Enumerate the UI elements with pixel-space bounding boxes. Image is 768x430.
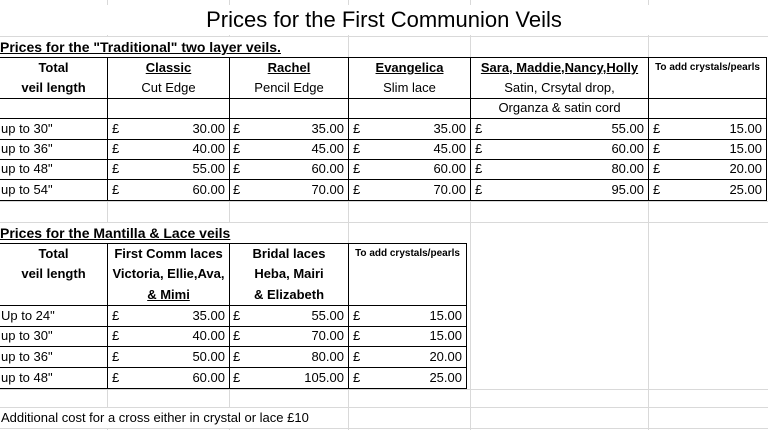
grid-line [0, 428, 768, 429]
price-cell: 60.00 [433, 161, 466, 176]
currency-symbol: £ [112, 121, 120, 136]
currency-symbol: £ [653, 161, 661, 176]
price-cell: 30.00 [192, 121, 225, 136]
currency-symbol: £ [353, 308, 361, 323]
price-cell: 80.00 [611, 161, 644, 176]
currency-symbol: £ [475, 121, 483, 136]
column-header: Heba, Mairi [254, 266, 324, 281]
price-cell: 20.00 [429, 349, 462, 364]
price-cell: 45.00 [433, 141, 466, 156]
column-header: Bridal laces [252, 246, 326, 261]
currency-symbol: £ [353, 161, 361, 176]
currency-symbol: £ [112, 182, 120, 197]
column-header: To add crystals/pearls [655, 62, 760, 73]
currency-symbol: £ [112, 328, 120, 343]
currency-symbol: £ [475, 161, 483, 176]
row-length: up to 54" [1, 182, 53, 197]
column-header: Evangelica [375, 60, 444, 75]
currency-symbol: £ [112, 141, 120, 156]
currency-symbol: £ [233, 182, 241, 197]
grid-line [0, 389, 768, 390]
row-length: up to 30" [1, 328, 53, 343]
price-cell: 35.00 [192, 308, 225, 323]
price-cell: 15.00 [429, 328, 462, 343]
length-header: veil length [21, 80, 86, 95]
column-header: First Comm laces [114, 246, 223, 261]
row-length: up to 36" [1, 141, 53, 156]
price-cell: 15.00 [729, 121, 762, 136]
traditional-heading: Prices for the "Traditional" two layer veils. [0, 39, 281, 55]
price-cell: 45.00 [311, 141, 344, 156]
price-cell: 55.00 [611, 121, 644, 136]
row-length: up to 36" [1, 349, 53, 364]
price-cell: 60.00 [192, 182, 225, 197]
currency-symbol: £ [653, 182, 661, 197]
currency-symbol: £ [353, 370, 361, 385]
footer-note: Additional cost for a cross either in crystal or lace £10 [1, 408, 309, 428]
column-header: Victoria, Ellie,Ava, [112, 266, 225, 281]
mantilla-heading: Prices for the Mantilla & Lace veils [0, 225, 231, 241]
currency-symbol: £ [475, 182, 483, 197]
currency-symbol: £ [653, 121, 661, 136]
price-cell: 35.00 [433, 121, 466, 136]
row-length: up to 48" [1, 370, 53, 385]
grid-line [0, 201, 768, 202]
row-length: up to 30" [1, 121, 53, 136]
currency-symbol: £ [233, 161, 241, 176]
price-cell: 15.00 [429, 308, 462, 323]
price-cell: 70.00 [311, 328, 344, 343]
length-header: Total [38, 60, 69, 75]
price-cell: 20.00 [729, 161, 762, 176]
currency-symbol: £ [353, 121, 361, 136]
page-title: Prices for the First Communion Veils [0, 5, 768, 35]
column-header: Classic [145, 60, 192, 75]
price-cell: 50.00 [192, 349, 225, 364]
currency-symbol: £ [653, 141, 661, 156]
price-cell: 25.00 [729, 182, 762, 197]
column-header: Sara, Maddie,Nancy,Holly [480, 60, 639, 75]
price-cell: 25.00 [429, 370, 462, 385]
column-subheader: Slim lace [383, 80, 436, 95]
price-cell: 55.00 [192, 161, 225, 176]
currency-symbol: £ [112, 161, 120, 176]
price-cell: 40.00 [192, 141, 225, 156]
price-cell: 95.00 [611, 182, 644, 197]
currency-symbol: £ [475, 141, 483, 156]
currency-symbol: £ [233, 349, 241, 364]
currency-symbol: £ [233, 121, 241, 136]
currency-symbol: £ [353, 349, 361, 364]
price-cell: 15.00 [729, 141, 762, 156]
currency-symbol: £ [112, 308, 120, 323]
column-header: & Elizabeth [253, 287, 325, 302]
currency-symbol: £ [233, 370, 241, 385]
column-subheader: Organza & satin cord [498, 100, 621, 115]
price-cell: 60.00 [311, 161, 344, 176]
price-cell: 40.00 [192, 328, 225, 343]
price-cell: 60.00 [192, 370, 225, 385]
price-cell: 35.00 [311, 121, 344, 136]
column-header: Rachel [267, 60, 311, 75]
currency-symbol: £ [353, 328, 361, 343]
length-header: Total [38, 246, 69, 261]
currency-symbol: £ [233, 328, 241, 343]
currency-symbol: £ [353, 182, 361, 197]
column-header: To add crystals/pearls [355, 248, 460, 259]
column-header: & Mimi [147, 287, 190, 302]
column-subheader: Cut Edge [141, 80, 196, 95]
column-subheader: Satin, Crsytal drop, [504, 80, 615, 95]
column-subheader: Pencil Edge [254, 80, 324, 95]
currency-symbol: £ [233, 308, 241, 323]
price-cell: 105.00 [304, 370, 344, 385]
currency-symbol: £ [112, 370, 120, 385]
price-cell: 55.00 [311, 308, 344, 323]
price-cell: 70.00 [311, 182, 344, 197]
row-length: up to 48" [1, 161, 53, 176]
price-cell: 60.00 [611, 141, 644, 156]
row-length: Up to 24" [1, 308, 55, 323]
price-cell: 70.00 [433, 182, 466, 197]
currency-symbol: £ [112, 349, 120, 364]
length-header: veil length [21, 266, 86, 281]
currency-symbol: £ [233, 141, 241, 156]
currency-symbol: £ [353, 141, 361, 156]
price-cell: 80.00 [311, 349, 344, 364]
